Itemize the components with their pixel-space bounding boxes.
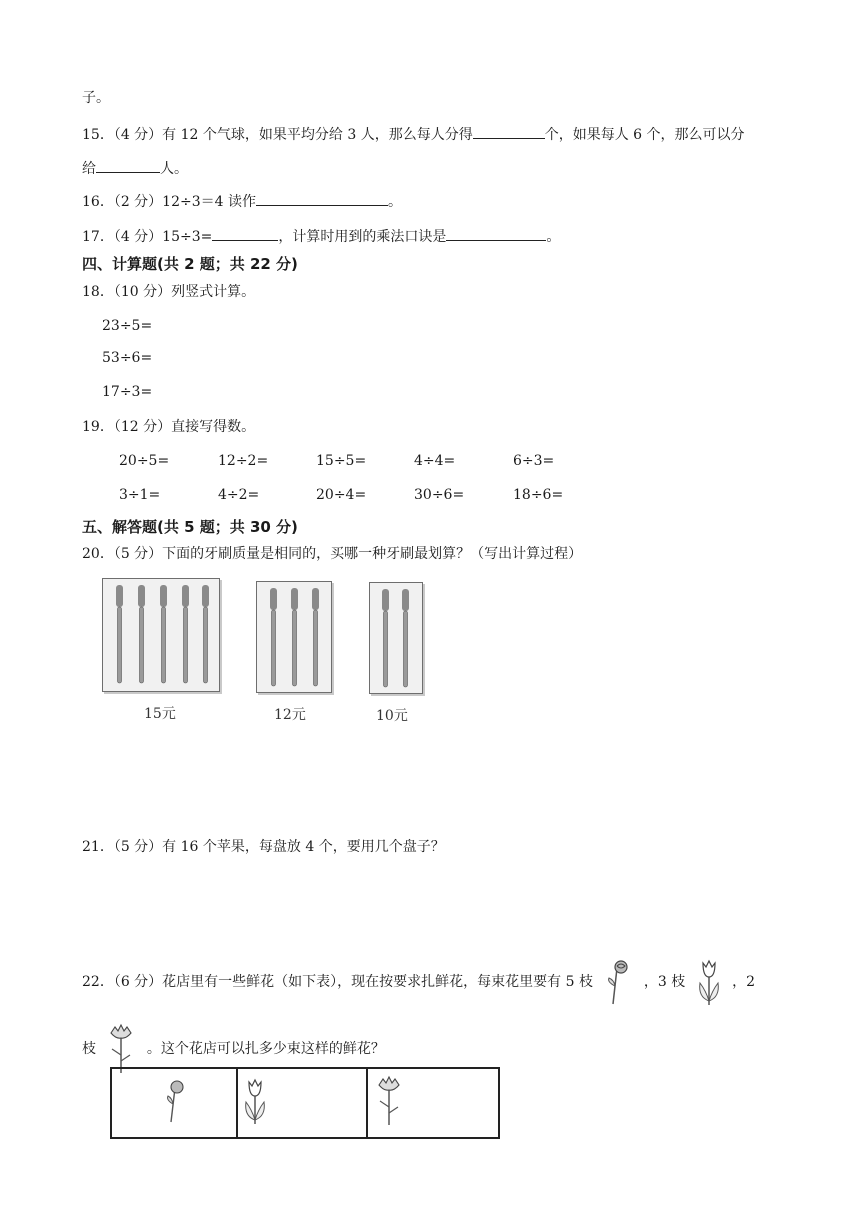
carnation-icon [374,1075,404,1127]
question-15-text: 15．（4 分）有 12 个气球，如果平均分给 3 人，那么每人分得 [82,127,473,143]
toothbrush-icon [115,585,124,685]
question-19: 19．（12 分）直接写得数。 [82,419,256,435]
equation: 30÷6= [414,487,465,503]
question-21: 21．（5 分）有 16 个苹果，每盘放 4 个，要用几个盘子？ [82,839,445,855]
question-20: 20．（5 分）下面的牙刷质量是相同的，买哪一种牙刷最划算？（写出计算过程） [82,546,583,562]
equation: 3÷1= [119,487,161,503]
equation: 18÷6= [513,487,564,503]
equation: 23÷5= [102,318,153,334]
answer-blank[interactable] [446,225,546,241]
equation: 4÷2= [218,487,260,503]
question-18: 18．（10 分）列竖式计算。 [82,284,256,300]
toothbrush-box-3 [256,581,332,693]
question-22-text: 。这个花店可以扎多少束这样的鲜花？ [146,1041,385,1057]
question-15-text: 个，如果每人 6 个，那么可以分 [544,127,745,143]
question-15-cont [82,157,188,179]
answer-blank[interactable] [256,190,388,206]
question-22 [82,957,755,1007]
table-cell-carnation [367,1068,499,1138]
question-16-text: 。 [387,194,402,210]
question-17-text: 17．（4 分）15÷3= [82,229,213,245]
question-16-text: 16．（2 分）12÷3＝4 读作 [82,194,256,210]
question-17-text: 。 [546,229,561,245]
tulip-icon [242,1076,268,1126]
table-row [111,1068,499,1138]
table-cell-rose [111,1068,237,1138]
equation: 17÷3= [102,384,153,400]
question-17-text: ，计算时用到的乘法口诀是 [278,229,447,245]
toothbrush-icon [401,589,410,689]
text-line: 子。 [82,90,110,106]
question-22-text: 枝 [82,1041,96,1057]
price-label: 15元 [144,706,176,722]
toothbrush-icon [137,585,146,685]
toothbrush-icon [181,585,190,685]
toothbrush-icon [381,589,390,689]
question-15-text: 人。 [160,161,188,177]
equation: 53÷6= [102,350,153,366]
price-label: 10元 [376,708,408,724]
question-16 [82,190,402,212]
price-label: 12元 [274,707,306,723]
toothbrush-icon [269,588,278,688]
equation: 20÷5= [119,453,170,469]
section-heading: 五、解答题(共 5 题；共 30 分) [82,518,298,536]
tulip-icon [696,957,722,1007]
toothbrush-icon [159,585,168,685]
question-22-text: ，3 枝 [643,974,686,990]
equation: 15÷5= [316,453,367,469]
answer-blank[interactable] [212,225,278,241]
answer-blank[interactable] [473,123,545,139]
question-22-text: ，2 [732,974,756,990]
toothbrush-box-5 [102,578,220,692]
table-cell-tulip [237,1068,367,1138]
toothbrush-box-2 [369,582,423,694]
question-17 [82,225,560,247]
question-15-text: 给 [82,161,96,177]
toothbrush-icon [290,588,299,688]
question-22-text: 22．（6 分）花店里有一些鲜花（如下表），现在按要求扎鲜花，每束花里要有 5 枝 [82,974,593,990]
flower-table [110,1067,500,1139]
answer-blank[interactable] [96,157,160,173]
rose-icon [162,1078,186,1124]
question-15 [82,123,745,145]
toothbrush-icon [201,585,210,685]
section-heading: 四、计算题(共 2 题；共 22 分) [82,255,298,273]
equation: 20÷4= [316,487,367,503]
rose-icon [603,958,633,1006]
toothbrush-icon [311,588,320,688]
equation: 6÷3= [513,453,555,469]
equation: 12÷2= [218,453,269,469]
equation: 4÷4= [414,453,456,469]
